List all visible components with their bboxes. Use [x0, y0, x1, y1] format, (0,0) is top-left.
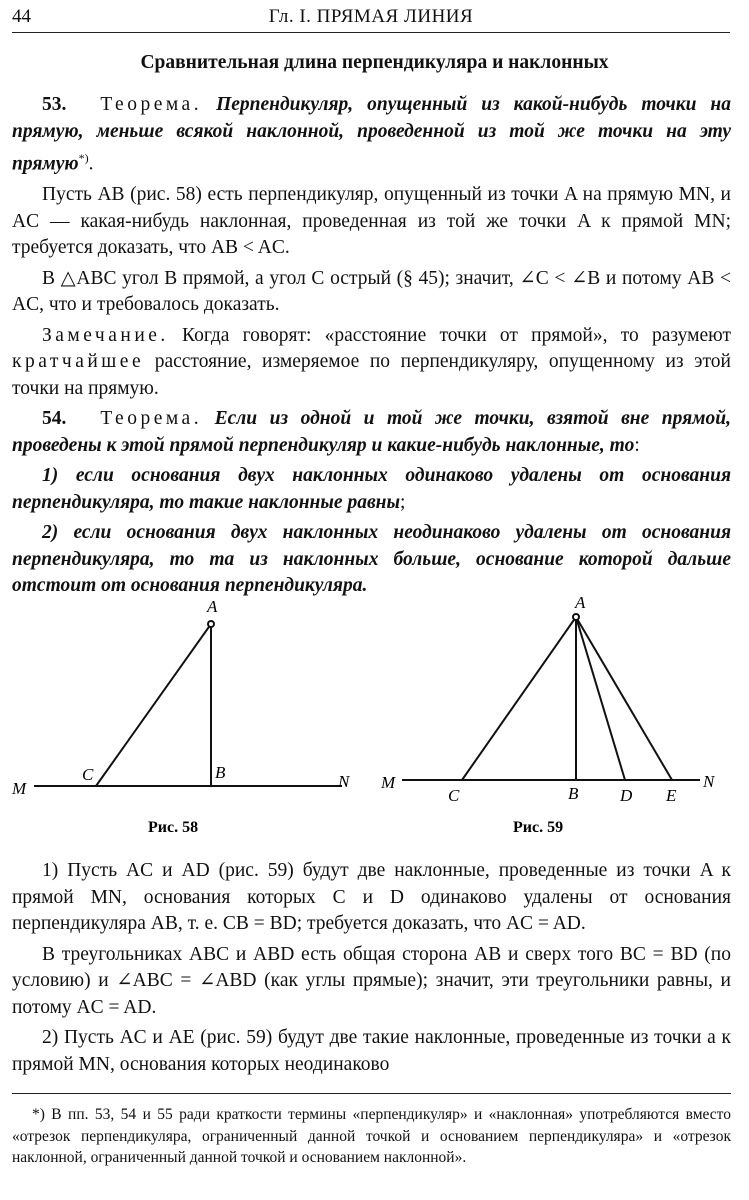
fig59-oblique-ae	[576, 617, 672, 780]
theorem-53-tail: .	[88, 153, 94, 175]
theorem-54-label: Теорема.	[100, 408, 203, 429]
theorem-53-statement: Перпендикуляр, опущенный из какой-нибудь точки на прямую, меньше всякой наклонной, проведенной из той же точки на эту прямую	[12, 94, 732, 175]
fig59-label-m: M	[381, 773, 396, 792]
fig58-label-a: A	[207, 597, 218, 616]
fig58-oblique-ac	[96, 624, 211, 786]
theorem-53-paragraph-1: Пусть AB (рис. 58) есть перпендикуляр, опущенный из точки A на прямую MN, и AC — какая-нибудь наклонная, проведенная из той же точки A к прямой MN; требуется доказать, что AB < AC.	[12, 184, 731, 258]
theorem-53-label: Теорема.	[100, 94, 203, 115]
footnote-mark: *)	[78, 151, 89, 165]
fig58-label-b: B	[215, 763, 226, 782]
remark-label: Замечание.	[42, 324, 169, 346]
proof-paragraph-2: В треугольниках ABC и ABD есть общая сторона AB и сверх того BC = BD (по условию) и ∠ABC = ∠ABD (как углы прямые); значит, эти треугольники равны, и потому AC = AD.	[12, 943, 731, 1018]
fig59-caption: Рис. 59	[513, 819, 564, 836]
figure-58	[34, 621, 342, 786]
theorem-53	[12, 92, 731, 178]
fig59-oblique-ac	[462, 617, 576, 780]
remark-paragraph	[12, 323, 731, 403]
proof-text	[12, 858, 731, 1082]
remark-emphasis: кратчайшее	[12, 351, 145, 372]
footnote	[12, 1093, 731, 1169]
figures	[0, 592, 749, 842]
fig59-label-n: N	[703, 772, 715, 791]
theorem-54-number: 54.	[42, 408, 67, 429]
theorem-53-number: 53.	[42, 94, 67, 115]
item-2-text: 2) если основания двух наклонных неодинаково удалены от основания перпендикуляра, то та из наклонных больше, основание которой дальше отстоит от основания перпендикуляра.	[12, 522, 731, 596]
fig59-label-a: A	[575, 593, 586, 612]
page-number: 44	[12, 6, 31, 27]
remark-text-b: расстояние, измеряемое по перпендикуляру, опущенному из этой точки на прямую.	[12, 351, 731, 399]
main-text	[12, 92, 731, 604]
page-header	[12, 6, 730, 33]
fig58-label-n: N	[338, 772, 350, 791]
theorem-54-item-2	[12, 520, 731, 600]
fig59-oblique-ad	[576, 617, 625, 780]
theorem-53-paragraph-2: В △ABC угол B прямой, а угол C острый (§ 45); значит, ∠C < ∠B и потому AB < AC, что и требовалось доказать.	[12, 267, 731, 315]
fig58-label-c: C	[82, 765, 94, 784]
section-title: Сравнительная длина перпендикуляра и наклонных	[140, 52, 609, 73]
proof-paragraph-1: 1) Пусть AC и AD (рис. 59) будут две наклонные, проведенные из точки A к прямой MN, основания которых C и D одинаково удалены от основания перпендикуляра AB, т. е. CB = BD; требуется доказать, что AC = AD.	[12, 860, 731, 934]
figures-svg	[0, 592, 749, 842]
fig59-label-b: B	[568, 784, 579, 803]
fig59-label-d: D	[620, 786, 633, 805]
theorem-54	[12, 406, 731, 459]
fig58-label-m: M	[12, 779, 27, 798]
theorem-54-statement: Если из одной и той же точки, взятой вне прямой, проведены к этой прямой перпендикуляр и какие-нибудь наклонные, то	[12, 408, 732, 456]
fig58-point-a	[208, 621, 214, 627]
remark-text-a: Когда говорят: «расстояние точки от прямой», то разумеют	[182, 324, 731, 346]
theorem-54-item-1	[12, 463, 731, 516]
figure-59	[402, 614, 700, 780]
running-title: Гл. I. ПРЯМАЯ ЛИНИЯ	[268, 6, 474, 27]
footnote-text: *) В пп. 53, 54 и 55 ради краткости термины «перпендикуляр» и «наклонная» употребляются вместо «отрезок перпендикуляра, ограниченный данной точкой и основанием перпендикуляра» и «отрезок наклонной, ограниченный данной точкой и основанием наклонной».	[12, 1106, 731, 1166]
fig58-caption: Рис. 58	[148, 819, 199, 836]
theorem-54-colon: :	[634, 434, 640, 456]
item-1-text: 1) если основания двух наклонных одинаково удалены от основания перпендикуляра, то такие наклонные равны	[12, 465, 731, 513]
fig59-point-a	[573, 614, 579, 620]
fig59-label-c: C	[448, 786, 460, 805]
fig59-label-e: E	[666, 786, 677, 805]
item-1-end: ;	[400, 491, 406, 513]
proof-paragraph-3: 2) Пусть AC и AE (рис. 59) будут две такие наклонные, проведенные из точки a к прямой MN, основания которых неодинаково	[12, 1027, 731, 1075]
